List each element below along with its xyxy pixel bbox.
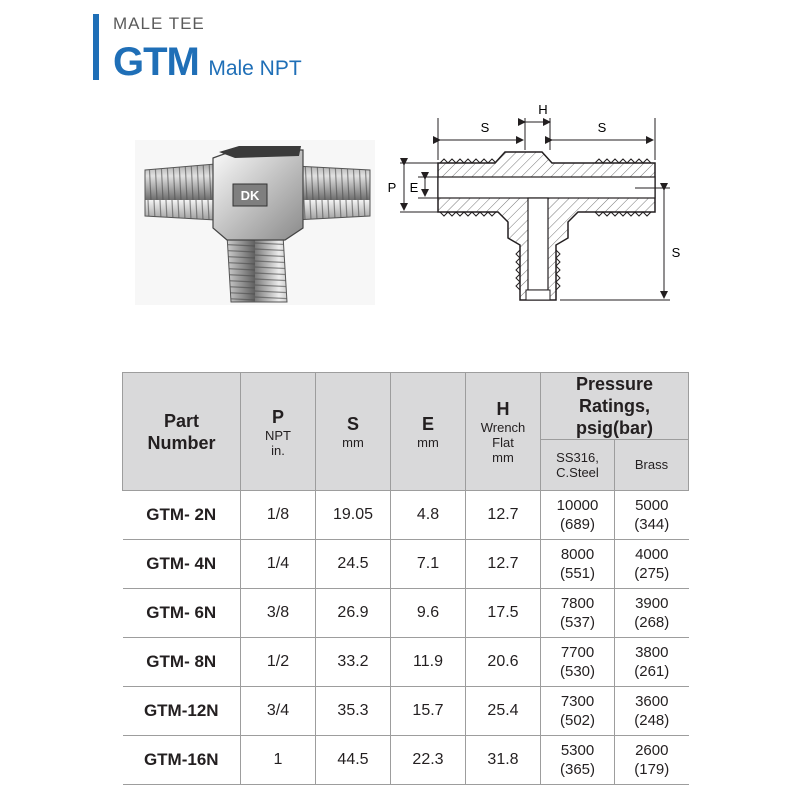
cell-pressure-brass: 3800 (261) xyxy=(615,638,689,687)
cell-pressure-brass: 4000 (275) xyxy=(615,540,689,589)
accent-bar xyxy=(93,14,99,80)
cell-e: 11.9 xyxy=(391,638,466,687)
cell-pressure-ss316: 7300 (502) xyxy=(541,687,615,736)
cell-e: 9.6 xyxy=(391,589,466,638)
header-pressure-ratings: Pressure Ratings, psig(bar) xyxy=(541,373,689,440)
cell-p: 1/2 xyxy=(241,638,316,687)
cell-p: 1/8 xyxy=(241,491,316,540)
product-photo xyxy=(135,140,375,305)
cell-pressure-brass: 3900 (268) xyxy=(615,589,689,638)
model-title: GTM xyxy=(113,40,199,84)
spec-table xyxy=(122,372,689,785)
category-label: MALE TEE xyxy=(113,14,205,33)
cell-s: 26.9 xyxy=(316,589,391,638)
cell-e: 22.3 xyxy=(391,736,466,785)
cell-part-number: GTM- 6N xyxy=(123,589,241,638)
dim-s-vertical: S xyxy=(671,245,681,260)
cell-h: 12.7 xyxy=(466,491,541,540)
cell-s: 35.3 xyxy=(316,687,391,736)
cell-h: 12.7 xyxy=(466,540,541,589)
cell-pressure-brass: 3600 (248) xyxy=(615,687,689,736)
photo-logo-text: DK xyxy=(240,188,260,203)
cell-h: 20.6 xyxy=(466,638,541,687)
dim-p: P xyxy=(387,180,397,195)
header-h: H Wrench Flat mm xyxy=(466,373,541,491)
cell-p: 3/8 xyxy=(241,589,316,638)
cell-p: 1 xyxy=(241,736,316,785)
cell-pressure-ss316: 7700 (530) xyxy=(541,638,615,687)
cell-pressure-brass: 2600 (179) xyxy=(615,736,689,785)
header-brass: Brass xyxy=(615,440,689,491)
cell-s: 44.5 xyxy=(316,736,391,785)
cell-part-number: GTM-16N xyxy=(123,736,241,785)
cell-pressure-ss316: 5300 (365) xyxy=(541,736,615,785)
header-part-number: Part Number xyxy=(123,373,241,491)
dimension-diagram xyxy=(380,100,690,315)
cell-part-number: GTM- 8N xyxy=(123,638,241,687)
cell-pressure-ss316: 8000 (551) xyxy=(541,540,615,589)
header-p: P NPT in. xyxy=(241,373,316,491)
dim-s-right: S xyxy=(597,120,607,135)
header-ss316: SS316, C.Steel xyxy=(541,440,615,491)
cell-p: 3/4 xyxy=(241,687,316,736)
dim-s-left: S xyxy=(480,120,490,135)
table-row xyxy=(123,638,689,687)
cell-h: 31.8 xyxy=(466,736,541,785)
cell-e: 15.7 xyxy=(391,687,466,736)
header-s: S mm xyxy=(316,373,391,491)
cell-e: 4.8 xyxy=(391,491,466,540)
table-row xyxy=(123,589,689,638)
cell-pressure-ss316: 7800 (537) xyxy=(541,589,615,638)
cell-s: 24.5 xyxy=(316,540,391,589)
cell-s: 19.05 xyxy=(316,491,391,540)
cell-part-number: GTM- 2N xyxy=(123,491,241,540)
cell-h: 17.5 xyxy=(466,589,541,638)
table-row xyxy=(123,736,689,785)
table-row xyxy=(123,687,689,736)
model-subtitle: Male NPT xyxy=(208,57,302,80)
table-row xyxy=(123,491,689,540)
cell-pressure-ss316: 10000 (689) xyxy=(541,491,615,540)
cell-e: 7.1 xyxy=(391,540,466,589)
cell-pressure-brass: 5000 (344) xyxy=(615,491,689,540)
table-row xyxy=(123,540,689,589)
cell-h: 25.4 xyxy=(466,687,541,736)
title-row xyxy=(113,40,302,85)
dim-h: H xyxy=(538,102,548,117)
header-e: E mm xyxy=(391,373,466,491)
cell-part-number: GTM- 4N xyxy=(123,540,241,589)
cell-s: 33.2 xyxy=(316,638,391,687)
dim-e: E xyxy=(409,180,419,195)
cell-p: 1/4 xyxy=(241,540,316,589)
cell-part-number: GTM-12N xyxy=(123,687,241,736)
